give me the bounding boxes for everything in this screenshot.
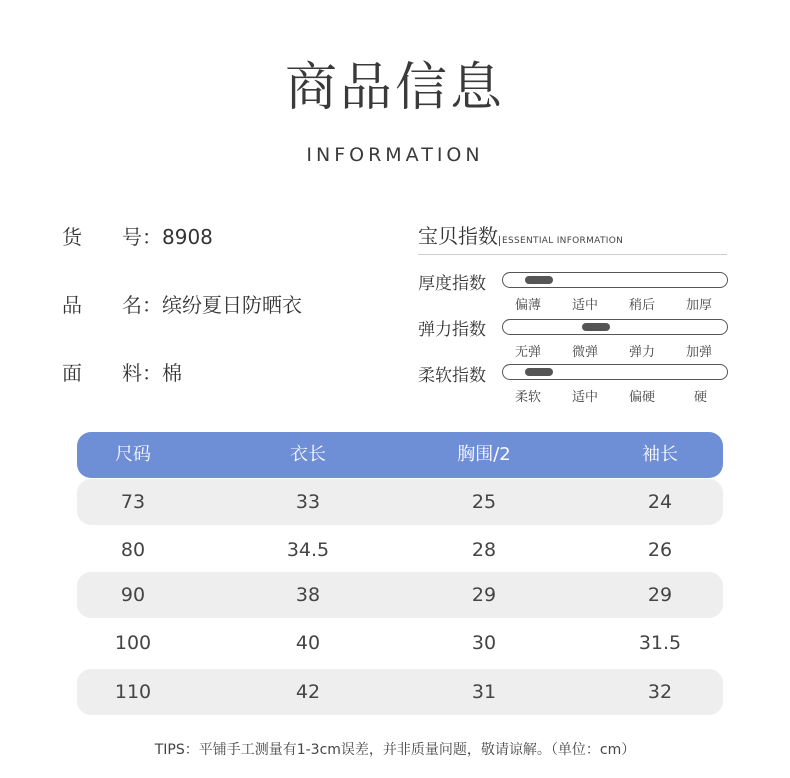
page-subtitle: INFORMATION: [306, 144, 484, 166]
softness-index-bar: [502, 364, 728, 380]
column-header-size: 尺码: [115, 444, 151, 465]
sku-value: 8908: [162, 225, 213, 249]
table-cell: 32: [647, 681, 673, 703]
softness-index-label: 柔软指数: [418, 366, 486, 386]
index-option: 无弹: [515, 345, 542, 360]
index-option: 加弹: [686, 345, 713, 360]
column-header-length: 衣长: [290, 444, 326, 465]
essential-title-cn: 宝贝指数: [418, 224, 498, 248]
index-option: 适中: [572, 298, 599, 313]
field-label-part: 面: [62, 361, 82, 385]
column-header-chest: 胸围/2: [457, 444, 511, 465]
table-cell: 31: [471, 681, 497, 703]
essential-info-heading: [418, 220, 623, 249]
table-cell: 29: [471, 584, 497, 606]
thickness-index-indicator: [525, 276, 553, 284]
table-row: [77, 479, 723, 525]
field-separator: ：: [142, 361, 162, 385]
elasticity-index-indicator: [582, 323, 610, 331]
table-cell: 31.5: [638, 632, 682, 654]
table-cell: 42: [295, 681, 321, 703]
field-label-part: 号: [122, 225, 142, 249]
field-label-part: 品: [62, 293, 82, 317]
index-option: 偏薄: [515, 298, 542, 313]
index-option: 加厚: [686, 298, 713, 313]
table-cell: 73: [120, 491, 146, 513]
index-option: 微弹: [572, 345, 599, 360]
product-row-name: [62, 289, 302, 318]
elasticity-index-label: 弹力指数: [418, 320, 486, 340]
field-label-part: 货: [62, 225, 82, 249]
index-option: 弹力: [629, 345, 656, 360]
table-cell: 110: [114, 681, 152, 703]
table-cell: 33: [295, 491, 321, 513]
table-cell: 25: [471, 491, 497, 513]
table-cell: 38: [295, 584, 321, 606]
table-cell: 24: [647, 491, 673, 513]
field-label-part: 料: [122, 361, 142, 385]
table-cell: 100: [114, 632, 152, 654]
field-label-part: 名: [122, 293, 142, 317]
table-cell: 30: [471, 632, 497, 654]
elasticity-index-bar: [502, 319, 728, 335]
divider: [418, 254, 727, 255]
index-option: 稍后: [629, 298, 656, 313]
product-row-sku: [62, 221, 213, 250]
table-row: [77, 669, 723, 715]
size-table-header: [77, 432, 723, 478]
tips-note: TIPS：平铺手工测量有1-3cm误差，并非质量问题，敬请谅解。（单位：cm）: [154, 742, 636, 758]
essential-title-en: ESSENTIAL INFORMATION: [499, 236, 623, 246]
table-cell: 90: [120, 584, 146, 606]
column-header-sleeve: 袖长: [642, 444, 678, 465]
table-cell: 80: [120, 539, 146, 561]
table-row: [77, 572, 723, 618]
index-option: 柔软: [515, 390, 542, 405]
table-cell: 28: [471, 539, 497, 561]
index-option: 适中: [572, 390, 599, 405]
table-cell: 34.5: [286, 539, 330, 561]
fabric-value: 棉: [162, 361, 182, 385]
page-title: 商品信息: [284, 58, 505, 118]
table-cell: 26: [647, 539, 673, 561]
thickness-index-label: 厚度指数: [418, 274, 486, 294]
table-row: [77, 620, 723, 666]
thickness-index-bar: [502, 272, 728, 288]
table-cell: 40: [295, 632, 321, 654]
softness-index-indicator: [525, 368, 553, 376]
index-option: 偏硬: [629, 390, 656, 405]
table-row: [77, 527, 723, 573]
table-cell: 29: [647, 584, 673, 606]
index-option: 硬: [694, 390, 708, 405]
product-row-fabric: [62, 357, 182, 386]
product-name-value: 缤纷夏日防晒衣: [162, 293, 302, 317]
field-separator: ：: [142, 225, 162, 249]
field-separator: ：: [142, 293, 162, 317]
